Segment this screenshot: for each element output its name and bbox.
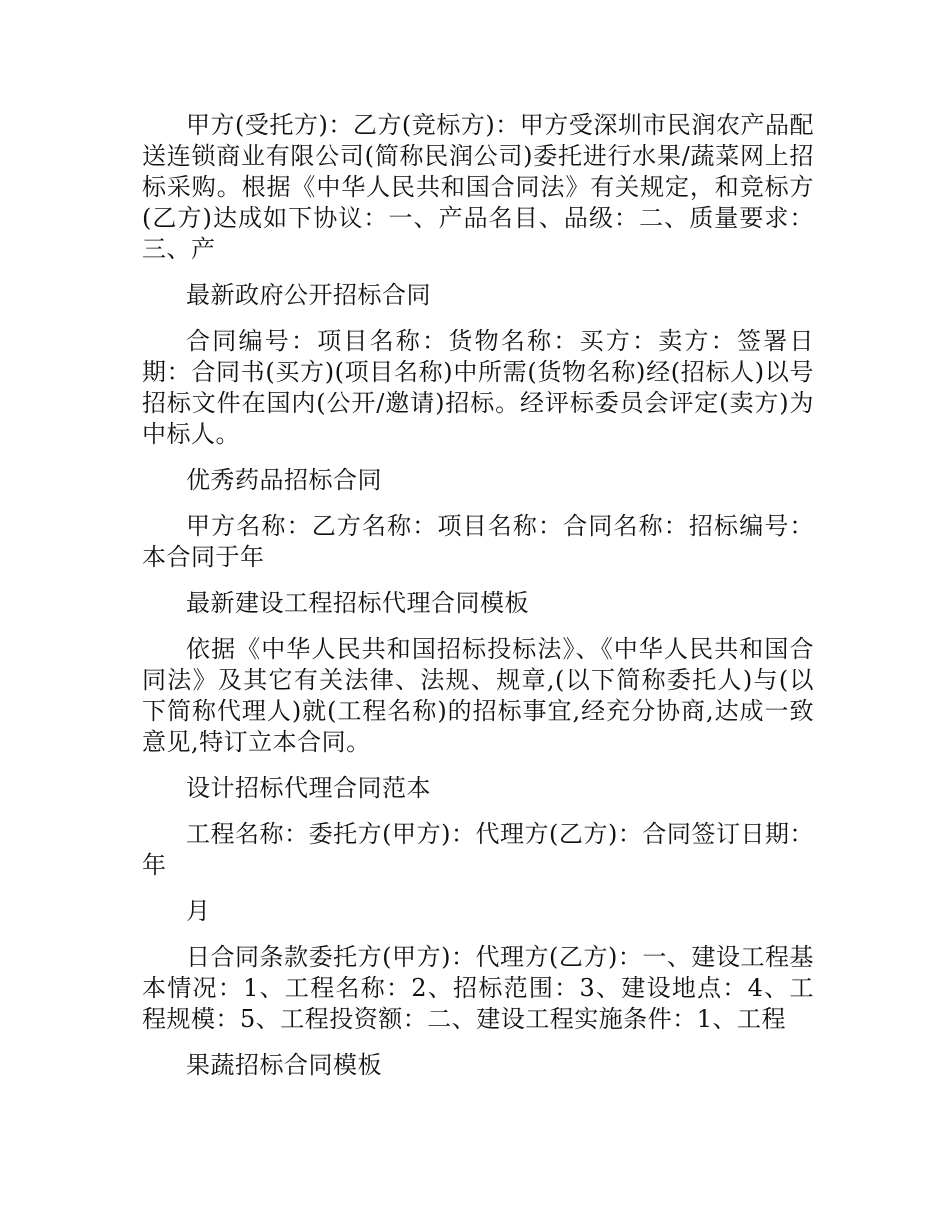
paragraph-construction-agency: 依据《中华人民共和国招标投标法》、《中华人民共和国合同法》及其它有关法律、法规、规章,(以下简称委托人)与(以下简称代理人)就(工程名称)的招标事宜,经充分协商,达成一致意见,特订立本合同。 [142,635,814,756]
paragraph-medicine-tender: 甲方名称：乙方名称：项目名称：合同名称：招标编号：本合同于年 [142,512,814,571]
document-body [142,110,814,1096]
paragraph-month: 月 [186,897,211,925]
heading-medicine-tender-contract: 优秀药品招标合同 [186,466,382,494]
heading-construction-agency-contract: 最新建设工程招标代理合同模板 [186,589,529,617]
paragraph-government-tender: 合同编号：项目名称：货物名称：买方：卖方：签署日期：合同书(买方)(项目名称)中所需(货物名称)经(招标人)以号招标文件在国内(公开/邀请)招标。经评标委员会评定(卖方)为中标人。 [142,327,814,448]
heading-government-tender-contract: 最新政府公开招标合同 [186,281,431,309]
paragraph-intro-fruit-vegetable: 甲方(受托方)：乙方(竞标方)：甲方受深圳市民润农产品配送连锁商业有限公司(简称民润公司)委托进行水果/蔬菜网上招标采购。根据《中华人民共和国合同法》有关规定，和竞标方(乙方)达成如下协议：一、产品名目、品级：二、质量要求：三、产 [142,111,814,263]
paragraph-contract-terms: 日合同条款委托方(甲方)：代理方(乙方)：一、建设工程基本情况：1、工程名称：2、招标范围：3、建设地点：4、工程规模：5、工程投资额：二、建设工程实施条件：1、工程 [142,943,814,1033]
heading-design-agency-contract: 设计招标代理合同范本 [186,774,431,802]
heading-fruit-vegetable-template: 果蔬招标合同模板 [186,1051,382,1079]
paragraph-design-agency: 工程名称：委托方(甲方)：代理方(乙方)：合同签订日期：年 [142,820,814,879]
